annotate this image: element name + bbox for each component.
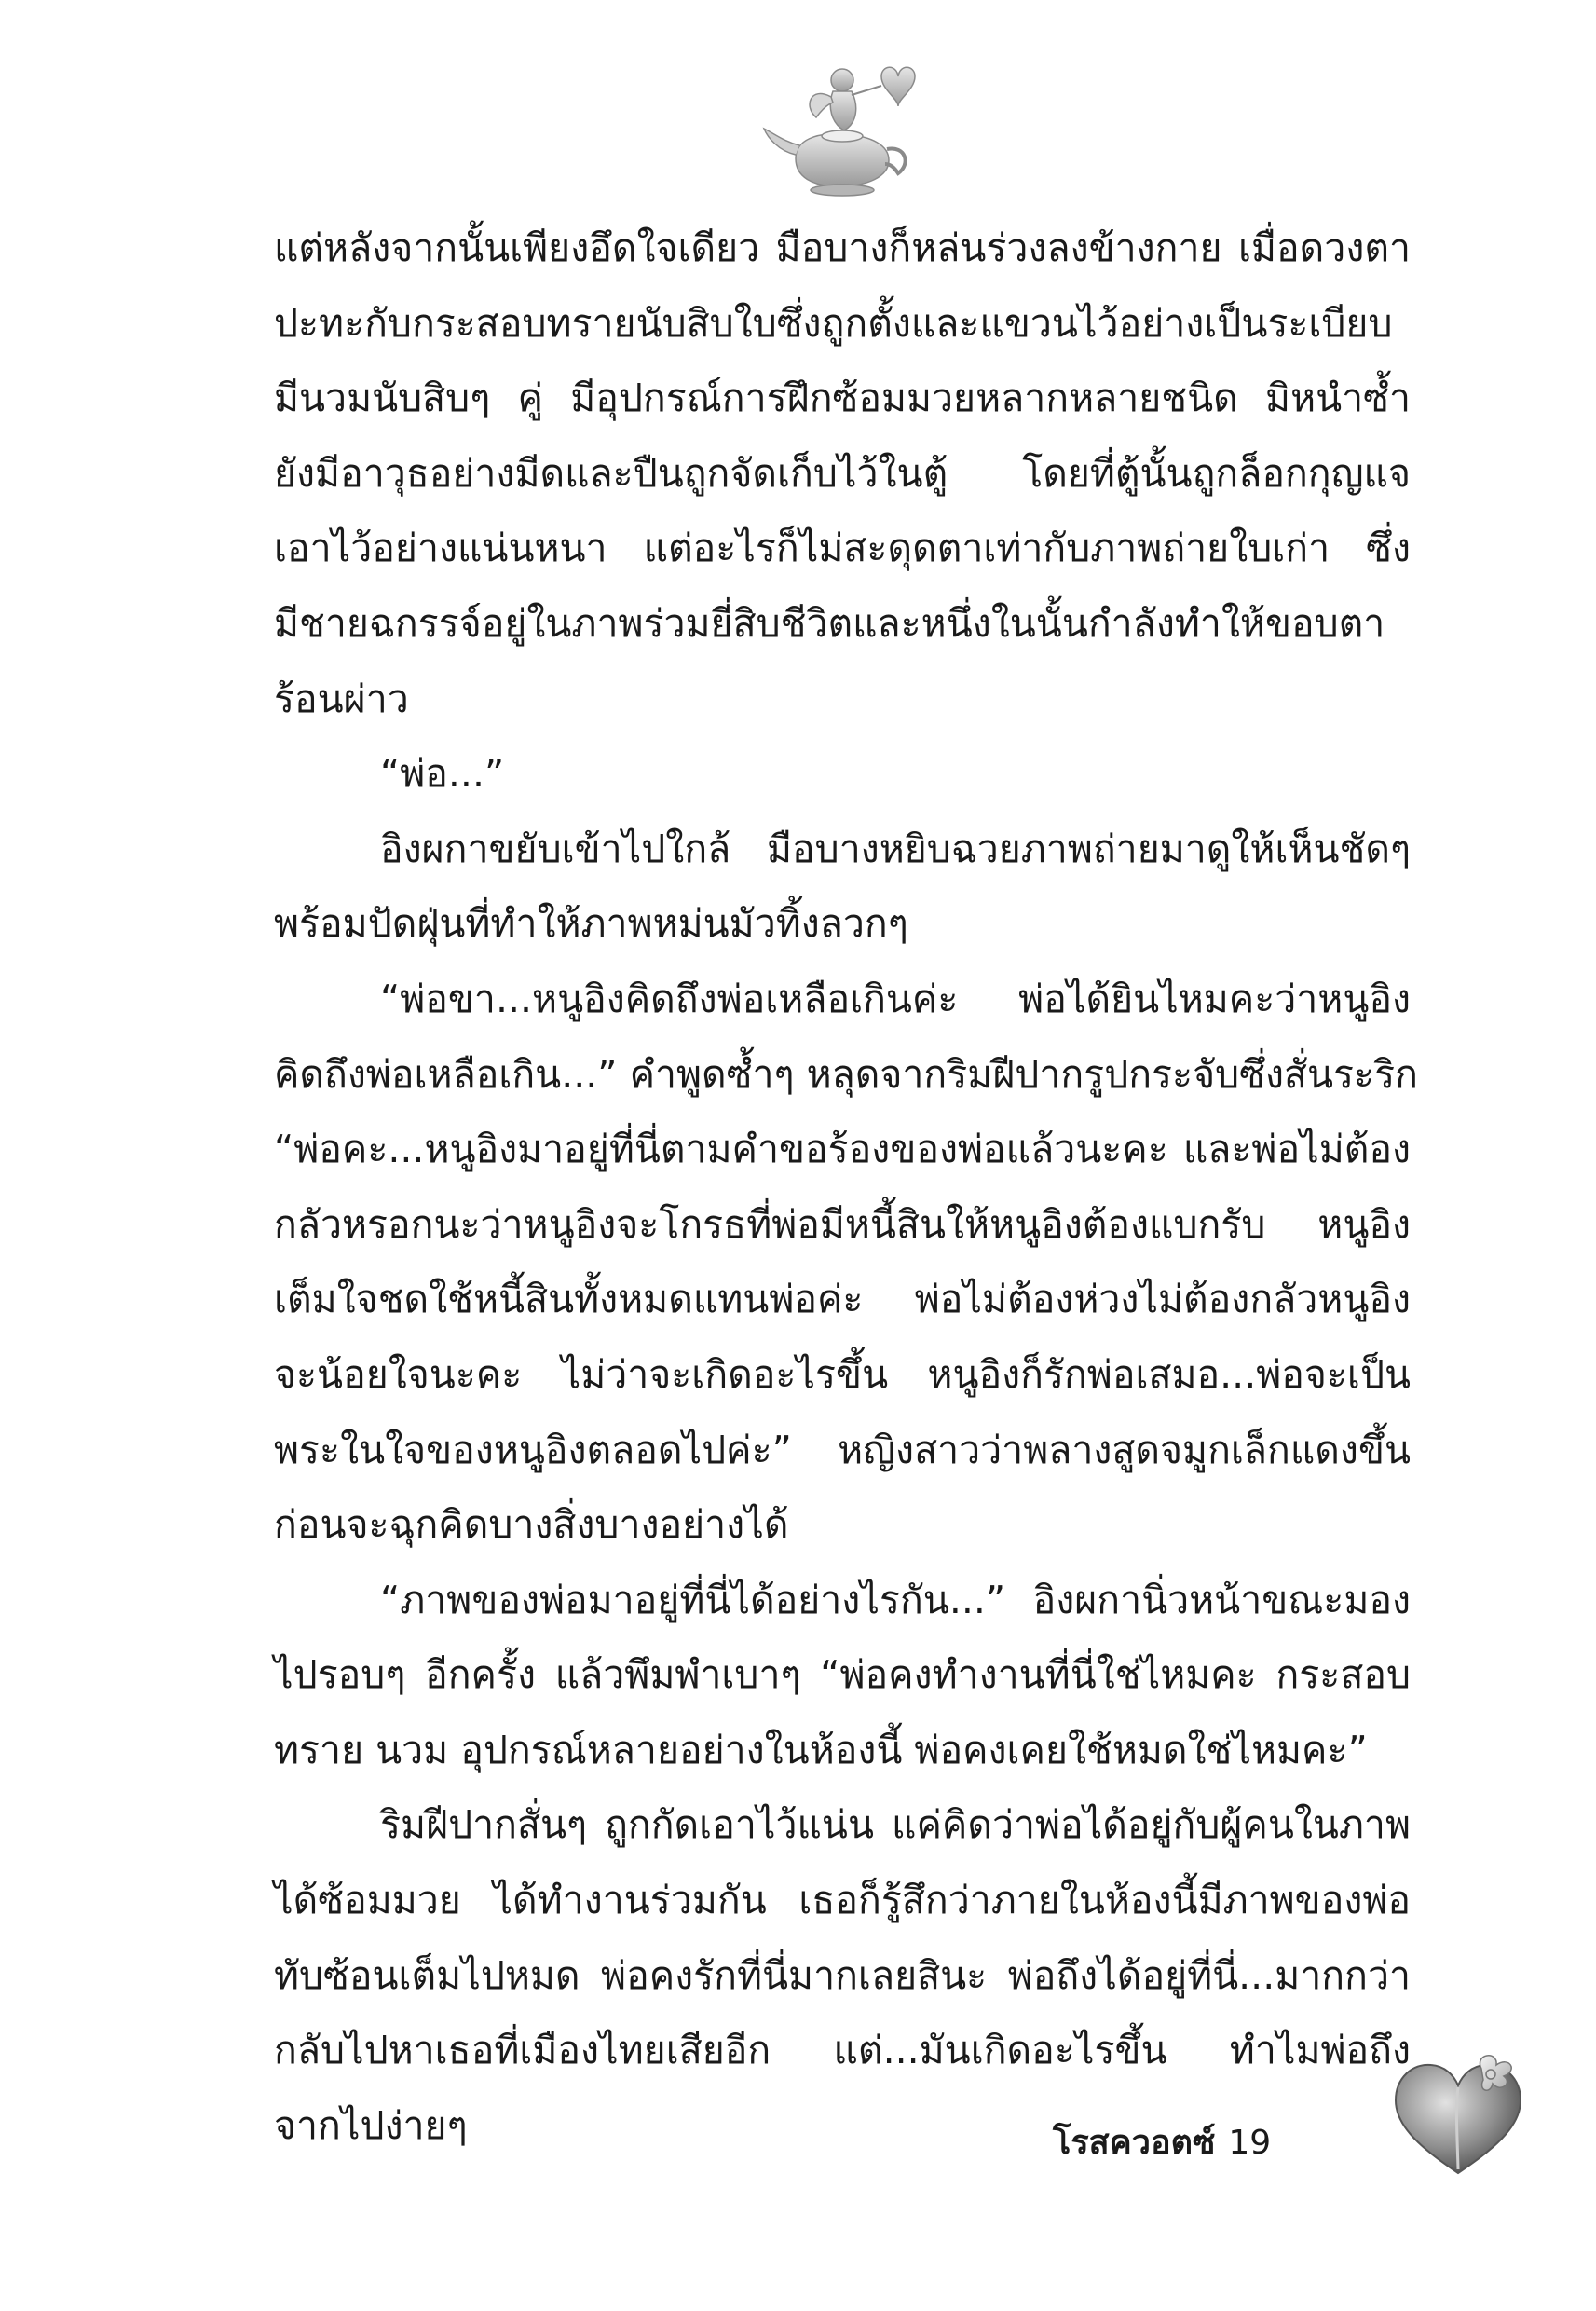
text-line: “พ่อ...” xyxy=(380,751,505,797)
text-line: “ภาพของพ่อมาอยู่ที่นี่ได้อย่างไรกัน...” อิงผกานิ่วหน้าขณะมอง xyxy=(380,1577,1411,1622)
text-line: พร้อมปัดฝุ่นที่ทำให้ภาพหม่นมัวทิ้งลวกๆ xyxy=(274,901,908,947)
text-line: ได้ซ้อมมวย ได้ทำงานร่วมกัน เธอก็รู้สึกว่าภายในห้องนี้มีภาพของพ่อ xyxy=(274,1878,1411,1923)
page-footer xyxy=(1053,2115,1271,2171)
text-line: ทับซ้อนเต็มไปหมด พ่อคงรักที่นี่มากเลยสินะ พ่อถึงได้อยู่ที่นี่...มากกว่า xyxy=(274,1952,1411,1998)
text-line: เต็มใจชดใช้หนี้สินทั้งหมดแทนพ่อค่ะ พ่อไม่ต้องห่วงไม่ต้องกลัวหนูอิง xyxy=(274,1277,1411,1322)
text-line: “พ่อคะ...หนูอิงมาอยู่ที่นี่ตามคำขอร้องของพ่อแล้วนะคะ และพ่อไม่ต้อง xyxy=(274,1127,1411,1172)
text-line: ไปรอบๆ อีกครั้ง แล้วพึมพำเบาๆ “พ่อคงทำงานที่นี่ใช่ไหมคะ กระสอบ xyxy=(274,1652,1411,1698)
text-line: กลับไปหาเธอที่เมืองไทยเสียอีก แต่...มันเกิดอะไรขึ้น ทำไมพ่อถึง xyxy=(274,2028,1411,2073)
text-line: “พ่อขา...หนูอิงคิดถึงพ่อเหลือเกินค่ะ พ่อได้ยินไหมคะว่าหนูอิง xyxy=(380,976,1411,1021)
text-line: เอาไว้อย่างแน่นหนา แต่อะไรก็ไม่สะดุดตาเท่ากับภาพถ่ายใบเก่า ซึ่ง xyxy=(274,526,1411,571)
page-number: 19 xyxy=(1228,2124,1272,2162)
text-line: จากไปง่ายๆ xyxy=(274,2102,468,2148)
text-line: ร้อนผ่าว xyxy=(274,676,409,721)
text-line: ปะทะกับกระสอบทรายนับสิบใบซึ่งถูกตั้งและแขวนไว้อย่างเป็นระเบียบ xyxy=(274,300,1393,346)
book-title: โรสควอตซ์ xyxy=(1053,2124,1216,2162)
text-line: จะน้อยใจนะคะ ไม่ว่าจะเกิดอะไรขึ้น หนูอิงก็รักพ่อเสมอ...พ่อจะเป็น xyxy=(274,1351,1411,1397)
text-line: ทราย นวม อุปกรณ์หลายอย่างในห้องนี้ พ่อคงเคยใช้หมดใช่ไหมคะ” xyxy=(274,1727,1368,1772)
heart-gift-box-icon xyxy=(1388,2050,1528,2181)
text-line: พระในใจของหนูอิงตลอดไปค่ะ” หญิงสาวว่าพลางสูดจมูกเล็กแดงขึ้น xyxy=(274,1427,1411,1472)
cupid-teapot-icon xyxy=(742,48,928,207)
text-line: มีนวมนับสิบๆ คู่ มีอุปกรณ์การฝึกซ้อมมวยหลากหลายชนิด มิหนำซ้ำ xyxy=(274,376,1411,421)
text-line: ยังมีอาวุธอย่างมีดและปืนถูกจัดเก็บไว้ในตู้ โดยที่ตู้นั้นถูกล็อกกุญแจ xyxy=(274,450,1411,496)
text-line: มีชายฉกรรจ์อยู่ในภาพร่วมยี่สิบชีวิตและหนึ่งในนั้นกำลังทำให้ขอบตา xyxy=(274,600,1385,646)
text-line: กลัวหรอกนะว่าหนูอิงจะโกรธที่พ่อมีหนี้สินให้หนูอิงต้องแบกรับ หนูอิง xyxy=(274,1201,1411,1247)
text-line: คิดถึงพ่อเหลือเกิน...” คำพูดซ้ำๆ หลุดจากริมฝีปากรูปกระจับซึ่งสั่นระริก xyxy=(274,1051,1418,1097)
text-line: แต่หลังจากนั้นเพียงอึดใจเดียว มือบางก็หล่นร่วงลงข้างกาย เมื่อดวงตา xyxy=(274,226,1411,270)
text-line: อิงผกาขยับเข้าไปใกล้ มือบางหยิบฉวยภาพถ่ายมาดูให้เห็นชัดๆ xyxy=(380,826,1411,871)
text-line: ก่อนจะฉุกคิดบางสิ่งบางอย่างได้ xyxy=(274,1502,789,1548)
text-line: ริมฝีปากสั่นๆ ถูกกัดเอาไว้แน่น แค่คิดว่าพ่อได้อยู่กับผู้คนในภาพ xyxy=(380,1802,1411,1848)
body-text xyxy=(274,211,1418,2163)
